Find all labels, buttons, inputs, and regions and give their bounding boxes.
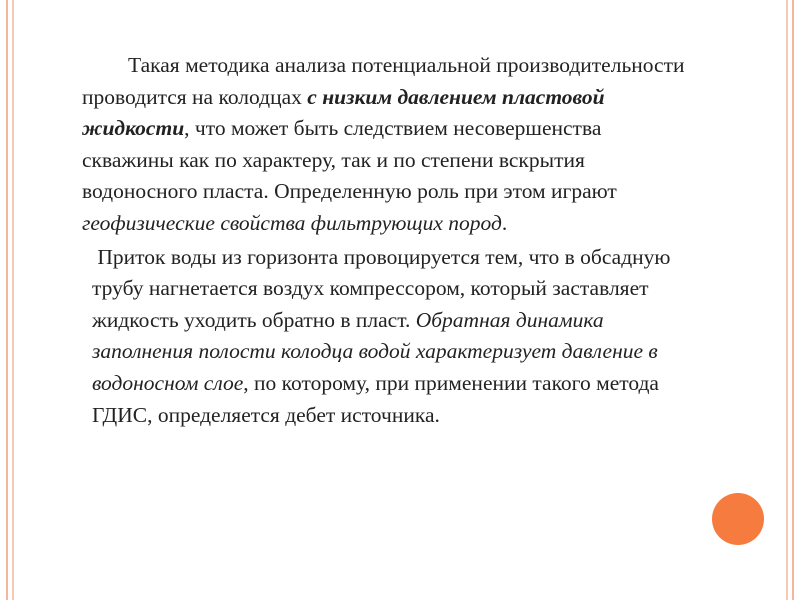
paragraph1-text-start: Такая методика анализа потенциальной производительности проводится на колодцах xyxy=(82,53,685,109)
slide-text-body xyxy=(82,50,692,431)
left-border-inner xyxy=(12,0,14,600)
right-border-inner xyxy=(786,0,788,600)
paragraph1-bold-emphasis: с низким давлением пластовой жидкости xyxy=(82,84,605,141)
right-border-outer xyxy=(792,0,794,600)
paragraph1-italic-emphasis: геофизические свойства фильтрующих пород xyxy=(82,210,502,235)
paragraph2-italic-emphasis: Обратная динамика заполнения полости колодца водой характеризует давление в водоносном слое xyxy=(92,307,658,395)
paragraph2-text-end: , по которому, при применении такого метода ГДИС, определяется дебет источника. xyxy=(92,370,659,427)
paragraph-water-inflow xyxy=(82,242,692,432)
decorative-orange-circle xyxy=(712,493,764,545)
left-border-outer xyxy=(6,0,8,600)
paragraph2-text-start: Приток воды из горизонта провоцируется тем, что в обсадную трубу нагнетается воздух компрессором, который заставляет жидкость уходить обратно в пласт. xyxy=(92,244,671,332)
paragraph-methodology xyxy=(82,50,692,240)
paragraph1-text-end: . xyxy=(501,210,508,235)
paragraph1-text-middle: , что может быть следствием несовершенства скважины как по характеру, так и по степени вскрытия водоносного пласта. Определенную роль при этом играют xyxy=(82,116,617,204)
